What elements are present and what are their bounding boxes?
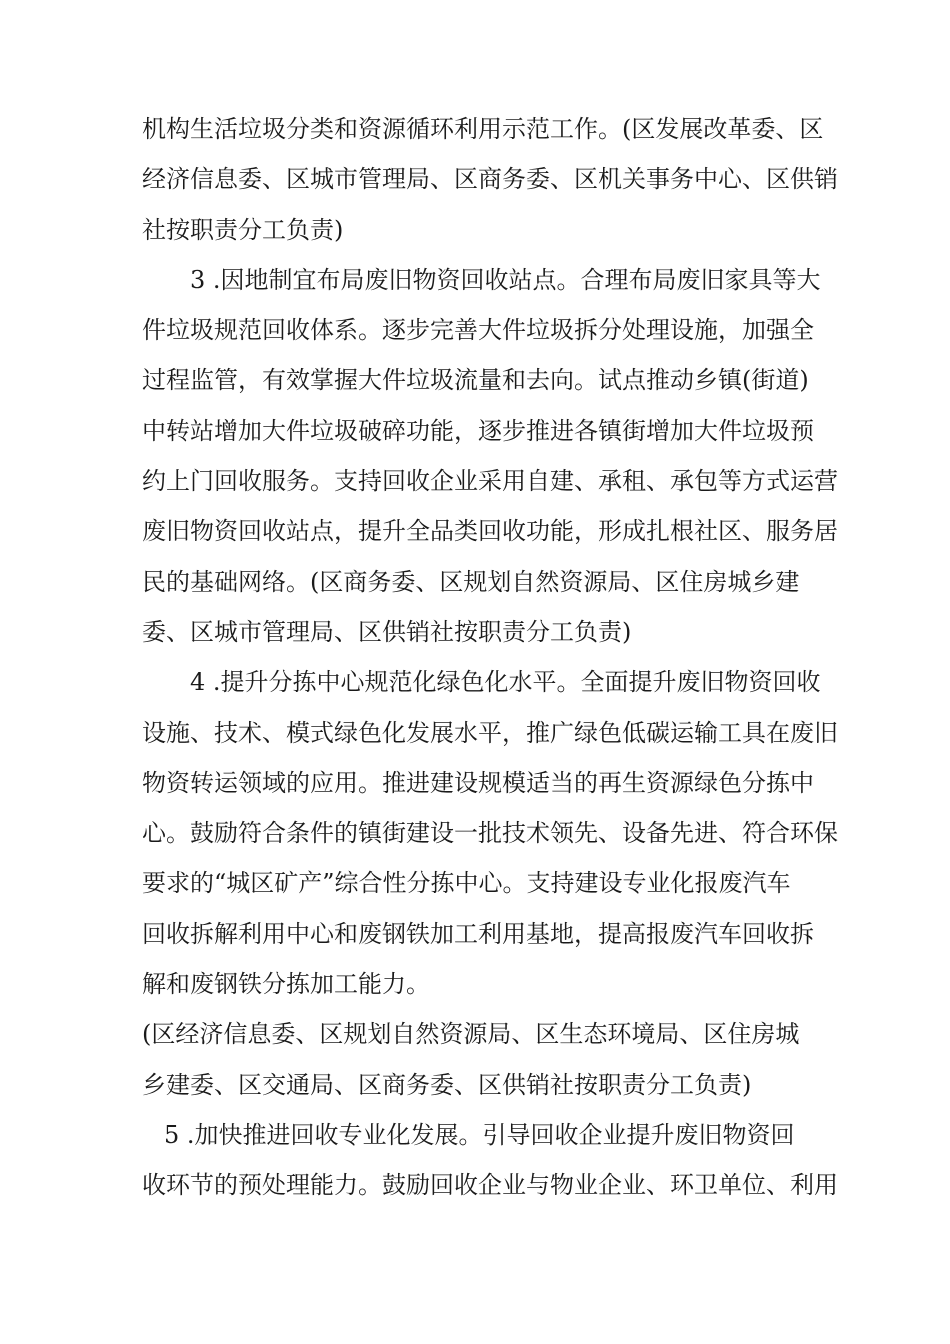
text-line: 过程监管，有效掌握大件垃圾流量和去向。试点推动乡镇(街道) — [142, 366, 809, 395]
text-line: 乡建委、区交通局、区商务委、区供销社按职责分工负责) — [142, 1070, 752, 1099]
text-line: 社按职责分工负责) — [142, 215, 344, 244]
text-line: 中转站增加大件垃圾破碎功能，逐步推进各镇街增加大件垃圾预 — [142, 416, 814, 445]
text-line: 5 .加快推进回收专业化发展。引导回收企业提升废旧物资回 — [164, 1120, 795, 1149]
text-line: 设施、技术、模式绿色化发展水平，推广绿色低碳运输工具在废旧 — [142, 718, 838, 747]
text-line: (区经济信息委、区规划自然资源局、区生态环境局、区住房城 — [142, 1020, 800, 1049]
text-line: 物资转运领域的应用。推进建设规模适当的再生资源绿色分拣中 — [142, 768, 814, 797]
text-line: 约上门回收服务。支持回收企业采用自建、承租、承包等方式运营 — [142, 467, 838, 496]
text-line: 机构生活垃圾分类和资源循环利用示范工作。(区发展改革委、区 — [142, 115, 824, 143]
text-line: 件垃圾规范回收体系。逐步完善大件垃圾拆分处理设施，加强全 — [142, 316, 814, 345]
text-line: 4 .提升分拣中心规范化绿色化水平。全面提升废旧物资回收 — [190, 668, 821, 697]
text-line: 要求的“城区矿产”综合性分拣中心。支持建设专业化报废汽车 — [142, 869, 791, 898]
text-line: 废旧物资回收站点，提升全品类回收功能，形成扎根社区、服务居 — [142, 517, 838, 546]
text-line: 解和废钢铁分拣加工能力。 — [142, 970, 430, 999]
text-line: 3 .因地制宜布局废旧物资回收站点。合理布局废旧家具等大 — [190, 265, 821, 294]
text-line: 回收拆解利用中心和废钢铁加工利用基地，提高报废汽车回收拆 — [142, 919, 814, 948]
text-line: 收环节的预处理能力。鼓励回收企业与物业企业、环卫单位、利用 — [142, 1171, 838, 1200]
text-line: 民的基础网络。(区商务委、区规划自然资源局、区住房城乡建 — [142, 567, 800, 596]
document-body — [142, 104, 838, 1211]
text-line: 心。鼓励符合条件的镇街建设一批技术领先、设备先进、符合环保 — [142, 819, 838, 848]
text-line: 经济信息委、区城市管理局、区商务委、区机关事务中心、区供销 — [142, 165, 838, 194]
text-line: 委、区城市管理局、区供销社按职责分工负责) — [142, 617, 632, 646]
